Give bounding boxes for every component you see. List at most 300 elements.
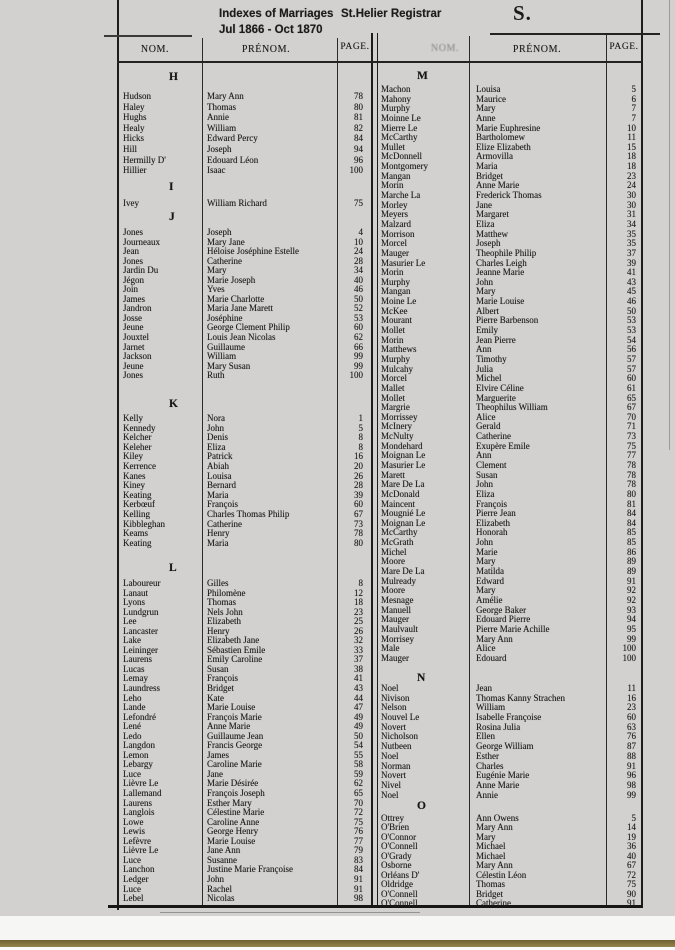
firstname-cell: Joseph [207,227,232,237]
page-number-cell: 75 [627,440,636,451]
page-number-cell: 40 [627,850,636,861]
firstname-cell: Gilles [207,578,229,588]
section-letter-O: O [417,800,426,812]
surname-cell: Jackson [123,351,152,362]
firstname-cell: Sébastien Emile [207,644,266,655]
firstname-cell: Susan [207,663,229,674]
right-index-column [377,0,642,950]
firstname-cell: Anne [476,112,496,123]
page-number-cell: 100 [349,370,363,381]
surname-cell: Ledger [123,873,149,884]
table-row [117,123,372,134]
surname-cell: Nutbeen [381,741,412,752]
page-number-cell: 36 [627,841,636,852]
firstname-cell: Marie Louise [207,702,256,713]
page-number-cell: 34 [354,265,363,276]
firstname-cell: Kate [207,692,224,703]
surname-cell: Orléans D' [381,869,420,880]
firstname-cell: François [476,498,507,509]
page-number-cell: 77 [627,450,636,461]
surname-cell: O'Connell [381,897,418,908]
surname-cell: Mare De La [381,566,425,577]
page-number-cell: 53 [354,312,363,323]
page-number-cell: 8 [358,578,363,588]
page-number-cell: 70 [354,797,363,808]
page-number-cell: 23 [627,702,636,713]
firstname-cell: Charles Thomas Philip [207,508,290,519]
firstname-cell: François [207,673,238,684]
table-row [117,874,372,884]
page-number-cell: 30 [627,199,636,210]
surname-cell: Jarnet [123,341,145,352]
page-number-cell: 83 [354,854,363,865]
firstname-cell: François [207,499,238,510]
surname-cell: Luce [123,768,141,779]
table-row [377,518,642,528]
firstname-cell: Patrick [207,451,233,462]
right-prenom-header: PRÉNOM. [512,44,562,55]
page-number-cell: 78 [627,479,636,490]
firstname-cell: Ann Owens [476,813,519,823]
page-number-cell: 26 [354,470,363,481]
firstname-cell: Anne Marie [476,779,520,790]
firstname-cell: Eliza [476,218,495,229]
firstname-cell: Elize Elizabeth [476,141,531,152]
firstname-cell: Maria [207,537,229,548]
page-number-cell: 23 [354,606,363,617]
surname-cell: Michel [381,546,407,557]
section-rows-K [117,413,372,547]
page-number-cell: 43 [627,276,636,287]
right-nom-header: NOM. [430,43,460,54]
surname-cell: Norman [381,760,411,771]
firstname-cell: Guillaume Jean [207,730,264,741]
page-number-cell: 16 [354,451,363,462]
table-row [377,479,642,489]
table-row [117,227,372,237]
page-number-cell: 10 [627,122,636,133]
table-row [377,566,642,576]
surname-cell: Lucas [123,663,145,674]
table-row [117,490,372,500]
surname-cell: Morrison [381,228,415,239]
surname-cell: Lancaster [123,625,158,636]
left-page-header: PAGE. [340,42,370,52]
firstname-cell: Eugénie Marie [476,770,530,781]
firstname-cell: Maria [207,489,229,500]
table-row [377,286,642,296]
surname-cell: Leininger [123,644,158,655]
surname-cell: McDonald [381,488,420,499]
surname-cell: Lewis [123,826,145,837]
page-number-cell: 99 [354,360,363,371]
table-row [377,209,642,219]
surname-cell: Mallet [381,382,405,393]
table-row [377,460,642,470]
firstname-cell: John [476,479,494,490]
page-edge-shadow [669,0,670,450]
table-row [377,851,642,860]
firstname-cell: Alice [476,411,496,422]
table-row [117,461,372,471]
page-number-cell: 37 [627,247,636,258]
table-row [377,383,642,393]
page-number-cell: 77 [354,835,363,846]
table-row [117,721,372,731]
firstname-cell: Guillaume [207,341,245,352]
page-number-cell: 91 [627,575,636,586]
page-number-cell: 84 [354,864,363,875]
page-number-cell: 50 [627,305,636,316]
firstname-cell: Mary Ann [476,822,513,833]
surname-cell: Kerbœuf [123,499,155,510]
table-row [377,238,642,248]
page-number-cell: 18 [627,151,636,162]
firstname-cell: Mary Ann [476,860,513,871]
surname-cell: Kanes [123,470,146,481]
firstname-cell: Yves [207,284,225,295]
page-number-cell: 62 [354,332,363,343]
page-number-cell: 38 [354,663,363,674]
table-row [117,864,372,874]
firstname-cell: Mary [207,265,227,276]
page-number-cell: 59 [354,768,363,779]
surname-cell: Jeune [123,360,144,371]
page-number-cell: 81 [627,498,636,509]
table-row [377,306,642,316]
firstname-cell: Jean Pierre [476,334,516,345]
page-number-cell: 91 [627,897,636,908]
table-row [377,585,642,595]
table-row [377,870,642,879]
firstname-cell: Joseph [476,238,501,249]
firstname-cell: Matilda [476,566,504,577]
firstname-cell: Matthew [476,228,508,239]
page-number-cell: 60 [354,499,363,510]
table-row [377,879,642,888]
table-row [117,342,372,352]
surname-cell: Kelcher [123,432,152,443]
firstname-cell: Louis Jean Nicolas [207,332,276,343]
page-number-cell: 33 [354,644,363,655]
surname-cell: Morley [381,199,408,210]
surname-cell: Josse [123,312,143,323]
section-letter-N: N [417,672,426,684]
left-index-column [117,0,372,950]
table-row [377,595,642,605]
table-row [117,351,372,361]
section-rows-H [117,91,372,176]
table-row [377,634,642,644]
surname-cell: Keams [123,528,148,539]
table-row [117,413,372,423]
page-number-cell: 28 [354,480,363,491]
page-number-cell: 35 [627,238,636,249]
index-letter-mark: S. [513,1,532,25]
page-number-cell: 62 [354,778,363,789]
firstname-cell: Eliza [476,488,495,499]
firstname-cell: Pierre Marie Achille [476,623,550,634]
surname-cell: O'Connell [381,841,418,852]
surname-cell: Malzard [381,218,411,229]
table-row [377,344,642,354]
surname-cell: Kiley [123,451,143,462]
page-number-cell: 95 [627,623,636,634]
surname-cell: Kibbleghan [123,518,165,529]
firstname-cell: Bridget [476,888,503,899]
surname-cell: Keating [123,489,152,500]
table-row [117,144,372,155]
table-row [377,813,642,822]
document-title: Indexes of Marriages [219,8,334,20]
table-row [377,103,642,113]
page-number-cell: 7 [631,103,636,114]
surname-cell: Moinne Le [381,112,421,123]
page-number-cell: 86 [627,546,636,557]
firstname-cell: James [207,749,229,760]
firstname-cell: Elizabeth [207,616,241,627]
table-row [117,322,372,332]
firstname-cell: Susan [476,469,498,480]
page-number-cell: 57 [627,353,636,364]
page-number-cell: 60 [627,712,636,723]
firstname-cell: John [207,422,225,433]
firstname-cell: Bridget [476,170,503,181]
firstname-cell: Marie Euphresine [476,122,541,133]
table-row [377,94,642,104]
surname-cell: Jeune [123,322,144,333]
surname-cell: O'Grady [381,850,412,861]
surname-cell: Jouxtel [123,332,149,343]
firstname-cell: Emily Caroline [207,654,263,665]
surname-cell: Laurens [123,654,152,665]
surname-cell: Luce [123,883,141,894]
table-row [377,527,642,537]
firstname-cell: John [476,276,494,287]
surname-cell: Morrisey [381,633,414,644]
table-row [377,898,642,907]
surname-cell: Kelly [123,413,143,423]
table-row [117,893,372,903]
table-row [377,248,642,258]
firstname-cell: Edward [476,575,504,586]
firstname-cell: Elvire Céline [476,382,524,393]
table-row [117,265,372,275]
table-row [117,731,372,741]
surname-cell: Mauger [381,614,409,625]
firstname-cell: Jane Ann [207,845,241,856]
page-number-cell: 80 [354,537,363,548]
surname-cell: Jones [123,255,143,266]
page-number-cell: 12 [354,587,363,598]
firstname-cell: Ann [476,344,492,355]
table-row [377,364,642,374]
page-number-cell: 61 [627,382,636,393]
firstname-cell: Maurice [476,93,506,104]
page-number-cell: 84 [627,517,636,528]
table-row [117,284,372,294]
surname-cell: Murphy [381,103,410,114]
surname-cell: Ivey [123,198,139,208]
surname-cell: Kennedy [123,422,156,433]
firstname-cell: Justine Marie Françoise [207,864,293,875]
surname-cell: Lefèvre [123,835,151,846]
firstname-cell: Maria Jane Marett [207,303,273,314]
surname-cell: Kerrence [123,460,156,471]
surname-cell: Mullet [381,141,405,152]
firstname-cell: Amélie [476,594,503,605]
firstname-cell: Elizabeth [476,517,510,528]
page-number-cell: 54 [354,740,363,751]
firstname-cell: Thomas [207,597,236,608]
page-number-cell: 90 [627,888,636,899]
page-number-cell: 93 [627,604,636,615]
page-number-cell: 94 [354,143,363,154]
table-row [117,588,372,598]
surname-cell: Manuell [381,604,411,615]
page-number-cell: 18 [354,597,363,608]
surname-cell: Mollet [381,392,405,403]
table-row [117,361,372,371]
surname-cell: Mourant [381,315,412,326]
surname-cell: Montgomery [381,161,428,172]
section-letter-I: I [169,181,174,193]
firstname-cell: Timothy [476,353,507,364]
page-number-cell: 85 [627,527,636,538]
page-number-cell: 28 [354,255,363,266]
page-number-cell: 41 [627,267,636,278]
surname-cell: Jean [123,246,139,257]
page-number-cell: 75 [354,816,363,827]
surname-cell: Lièvre Le [123,778,159,789]
page-number-cell: 5 [631,84,636,94]
left-nom-header: NOM. [140,44,170,55]
page-number-cell: 35 [627,228,636,239]
surname-cell: Hillier [123,165,147,176]
section-rows-N [377,683,642,799]
surname-cell: Lande [123,702,146,713]
table-row [117,237,372,247]
page-number-cell: 40 [354,274,363,285]
page-number-cell: 65 [354,788,363,799]
table-row [377,171,642,181]
firstname-cell: William [207,122,237,133]
scan-edge-strip [0,940,675,947]
table-row [377,315,642,325]
page-number-cell: 30 [627,190,636,201]
table-row [377,123,642,133]
table-row [377,402,642,412]
section-letter-L: L [169,562,177,574]
firstname-cell: Michael [476,841,506,852]
table-row [117,798,372,808]
firstname-cell: Mary [476,831,496,842]
surname-cell: Hermilly D' [123,154,166,165]
page-number-cell: 15 [627,141,636,152]
page-number-cell: 7 [631,112,636,123]
page-number-cell: 53 [627,315,636,326]
table-row [117,165,372,176]
table-row [117,499,372,509]
table-row [377,151,642,161]
surname-cell: Lemon [123,749,149,760]
page-number-cell: 92 [627,585,636,596]
surname-cell: Laurens [123,797,152,808]
table-row [117,654,372,664]
page-number-cell: 56 [627,344,636,355]
firstname-cell: George William [476,741,534,752]
firstname-cell: Maria [476,161,498,172]
surname-cell: McCarthy [381,527,418,538]
page-number-cell: 100 [349,165,363,176]
surname-cell: Hudson [123,91,152,101]
table-row [117,133,372,144]
table-row [117,303,372,313]
table-row [117,616,372,626]
page-number-cell: 72 [627,869,636,880]
page-number-cell: 39 [354,489,363,500]
page-number-cell: 91 [627,760,636,771]
surname-cell: Morin [381,267,404,278]
page-number-cell: 46 [354,284,363,295]
table-row [117,664,372,674]
page-number-cell: 94 [627,614,636,625]
table-row [377,180,642,190]
surname-cell: Keating [123,537,152,548]
page-number-cell: 5 [358,422,363,433]
surname-cell: Jandron [123,303,152,314]
page-number-cell: 89 [627,566,636,577]
page-number-cell: 91 [354,883,363,894]
page-number-cell: 99 [354,351,363,362]
table-row [377,132,642,142]
surname-cell: Hill [123,143,138,154]
surname-cell: Mondehard [381,440,423,451]
surname-cell: Lake [123,635,141,646]
table-row [377,693,642,703]
firstname-cell: Thomas [476,879,505,890]
table-row [117,509,372,519]
page-number-cell: 58 [354,759,363,770]
surname-cell: Nivel [381,779,401,790]
surname-cell: Masurier Le [381,257,426,268]
page-number-cell: 72 [354,807,363,818]
firstname-cell: Bartholomew [476,132,525,143]
table-row [117,102,372,113]
table-row [377,113,642,123]
table-row [117,836,372,846]
surname-cell: Moine Le [381,296,417,307]
page-number-cell: 20 [354,460,363,471]
firstname-cell: Isabelle Françoise [476,712,542,723]
surname-cell: Jégon [123,274,144,285]
page-number-cell: 66 [354,341,363,352]
surname-cell: O'Connor [381,831,417,842]
page-number-cell: 8 [358,441,363,452]
firstname-cell: Catherine [476,431,511,442]
table-row [377,780,642,790]
page-number-cell: 57 [627,363,636,374]
page-number-cell: 4 [358,227,363,237]
table-row [377,547,642,557]
surname-cell: Maincent [381,498,415,509]
surname-cell: Mollet [381,325,405,336]
firstname-cell: Marie Charlotte [207,293,265,304]
table-row [117,528,372,538]
surname-cell: Laundress [123,683,160,694]
page-number-cell: 37 [354,654,363,665]
surname-cell: McInery [381,421,412,432]
